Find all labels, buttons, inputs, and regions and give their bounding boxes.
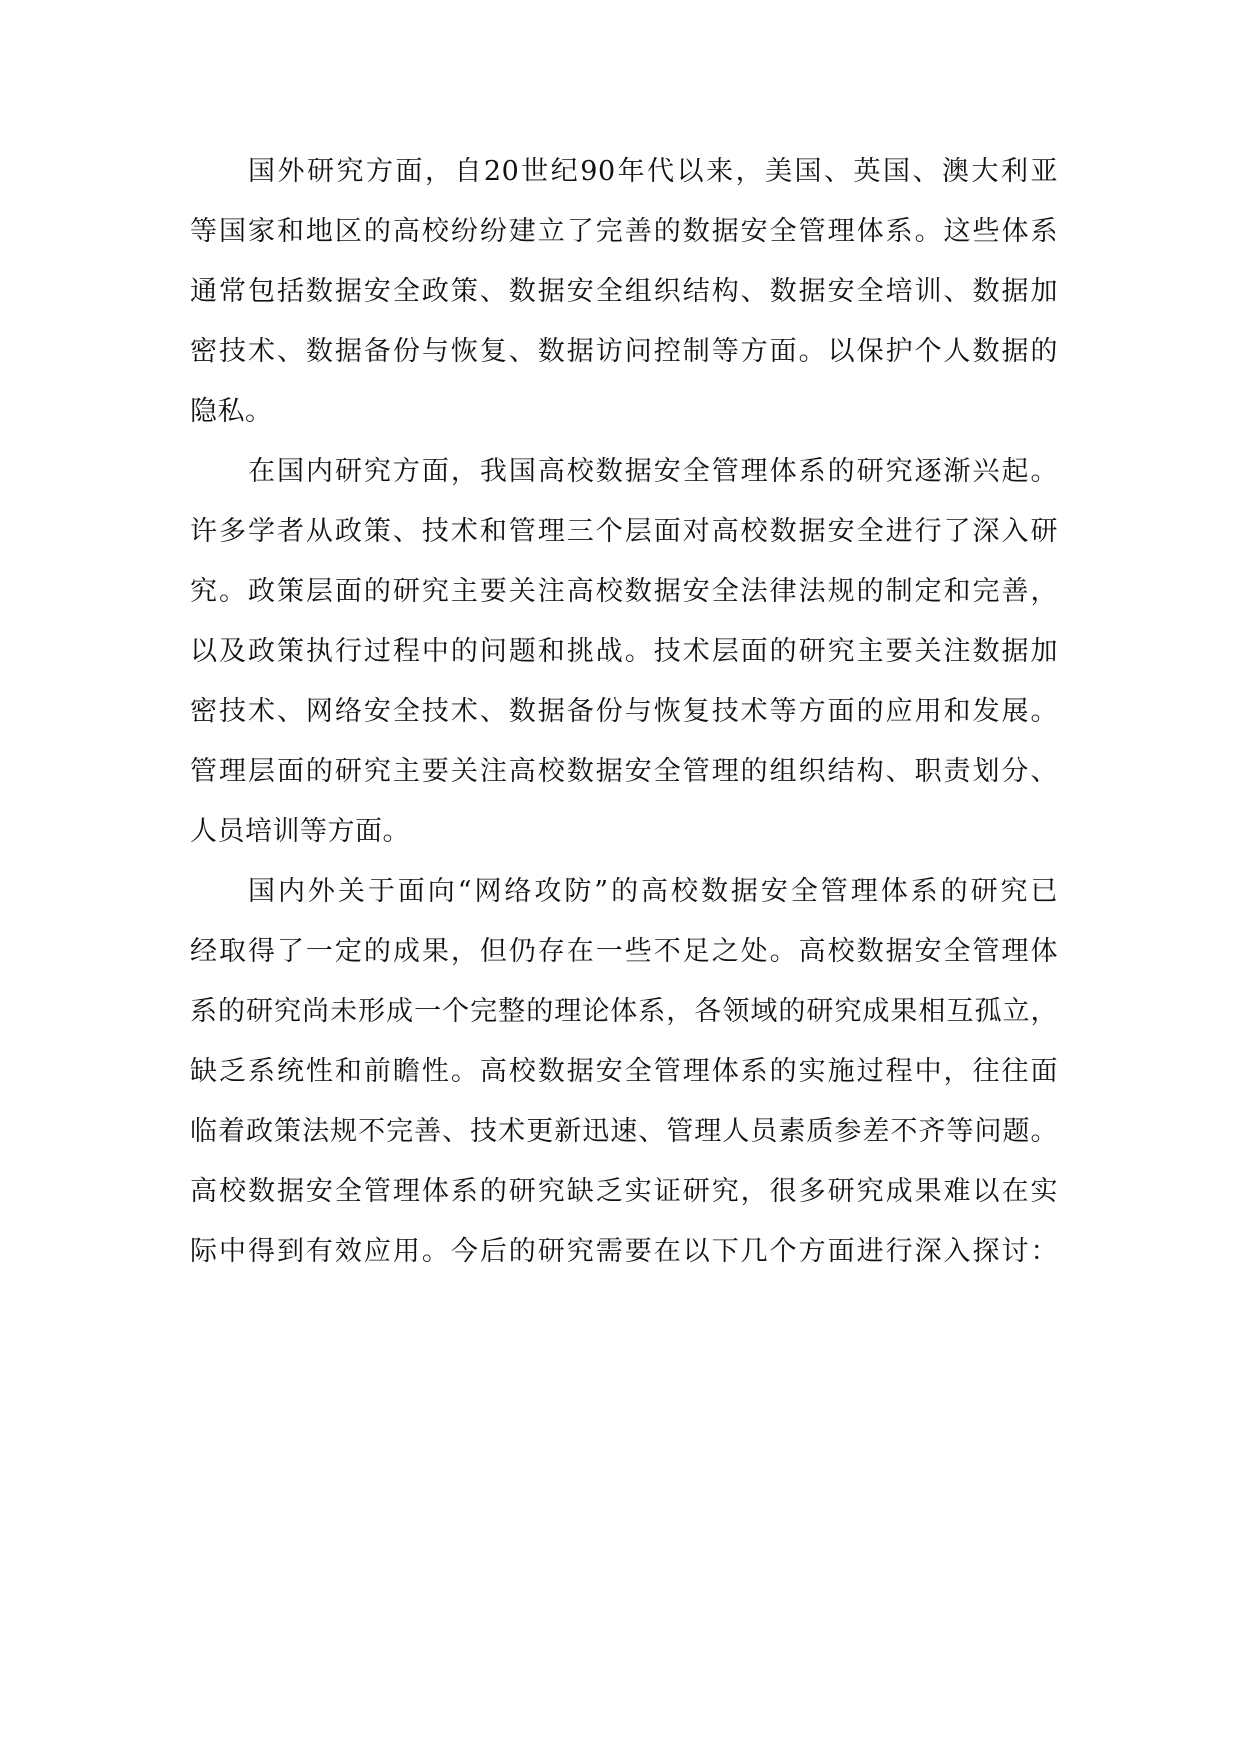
- body-text: [190, 142, 1058, 1282]
- paragraph-3-line-1: 国内外关于面向“网络攻防”的高校数据安全管理体系的研究已: [248, 876, 1058, 907]
- paragraph-1-line-5: 隐私。: [190, 396, 273, 427]
- paragraph-2-line-7: 人员培训等方面。: [190, 816, 410, 847]
- paragraph-2-line-2: 许多学者从政策、技术和管理三个层面对高校数据安全进行了深入研: [190, 516, 1058, 547]
- paragraph-2-line-6: 管理层面的研究主要关注高校数据安全管理的组织结构、职责划分、: [190, 756, 1058, 787]
- paragraph-3-line-3: 系的研究尚未形成一个完整的理论体系，各领域的研究成果相互孤立，: [190, 996, 1058, 1027]
- paragraph-3-line-2: 经取得了一定的成果，但仍存在一些不足之处。高校数据安全管理体: [190, 936, 1058, 967]
- paragraph-1-line-2: 等国家和地区的高校纷纷建立了完善的数据安全管理体系。这些体系: [190, 216, 1058, 247]
- paragraph-1-line-1: 国外研究方面，自20世纪90年代以来，美国、英国、澳大利亚: [248, 156, 1058, 187]
- paragraph-2-line-5: 密技术、网络安全技术、数据备份与恢复技术等方面的应用和发展。: [190, 696, 1058, 727]
- paragraph-3-line-5: 临着政策法规不完善、技术更新迅速、管理人员素质参差不齐等问题。: [190, 1116, 1058, 1147]
- paragraph-1-line-4: 密技术、数据备份与恢复、数据访问控制等方面。以保护个人数据的: [190, 336, 1058, 367]
- paragraph-2-line-1: 在国内研究方面，我国高校数据安全管理体系的研究逐渐兴起。: [248, 456, 1058, 487]
- paragraph-3-line-6: 高校数据安全管理体系的研究缺乏实证研究，很多研究成果难以在实: [190, 1176, 1058, 1207]
- paragraph-3-line-4: 缺乏系统性和前瞻性。高校数据安全管理体系的实施过程中，往往面: [190, 1056, 1058, 1087]
- paragraph-2-line-3: 究。政策层面的研究主要关注高校数据安全法律法规的制定和完善，: [190, 576, 1058, 607]
- paragraph-1-line-3: 通常包括数据安全政策、数据安全组织结构、数据安全培训、数据加: [190, 276, 1058, 307]
- paragraph-2-line-4: 以及政策执行过程中的问题和挑战。技术层面的研究主要关注数据加: [190, 636, 1058, 667]
- paragraph-3-line-7: 际中得到有效应用。今后的研究需要在以下几个方面进行深入探讨：: [190, 1236, 1058, 1267]
